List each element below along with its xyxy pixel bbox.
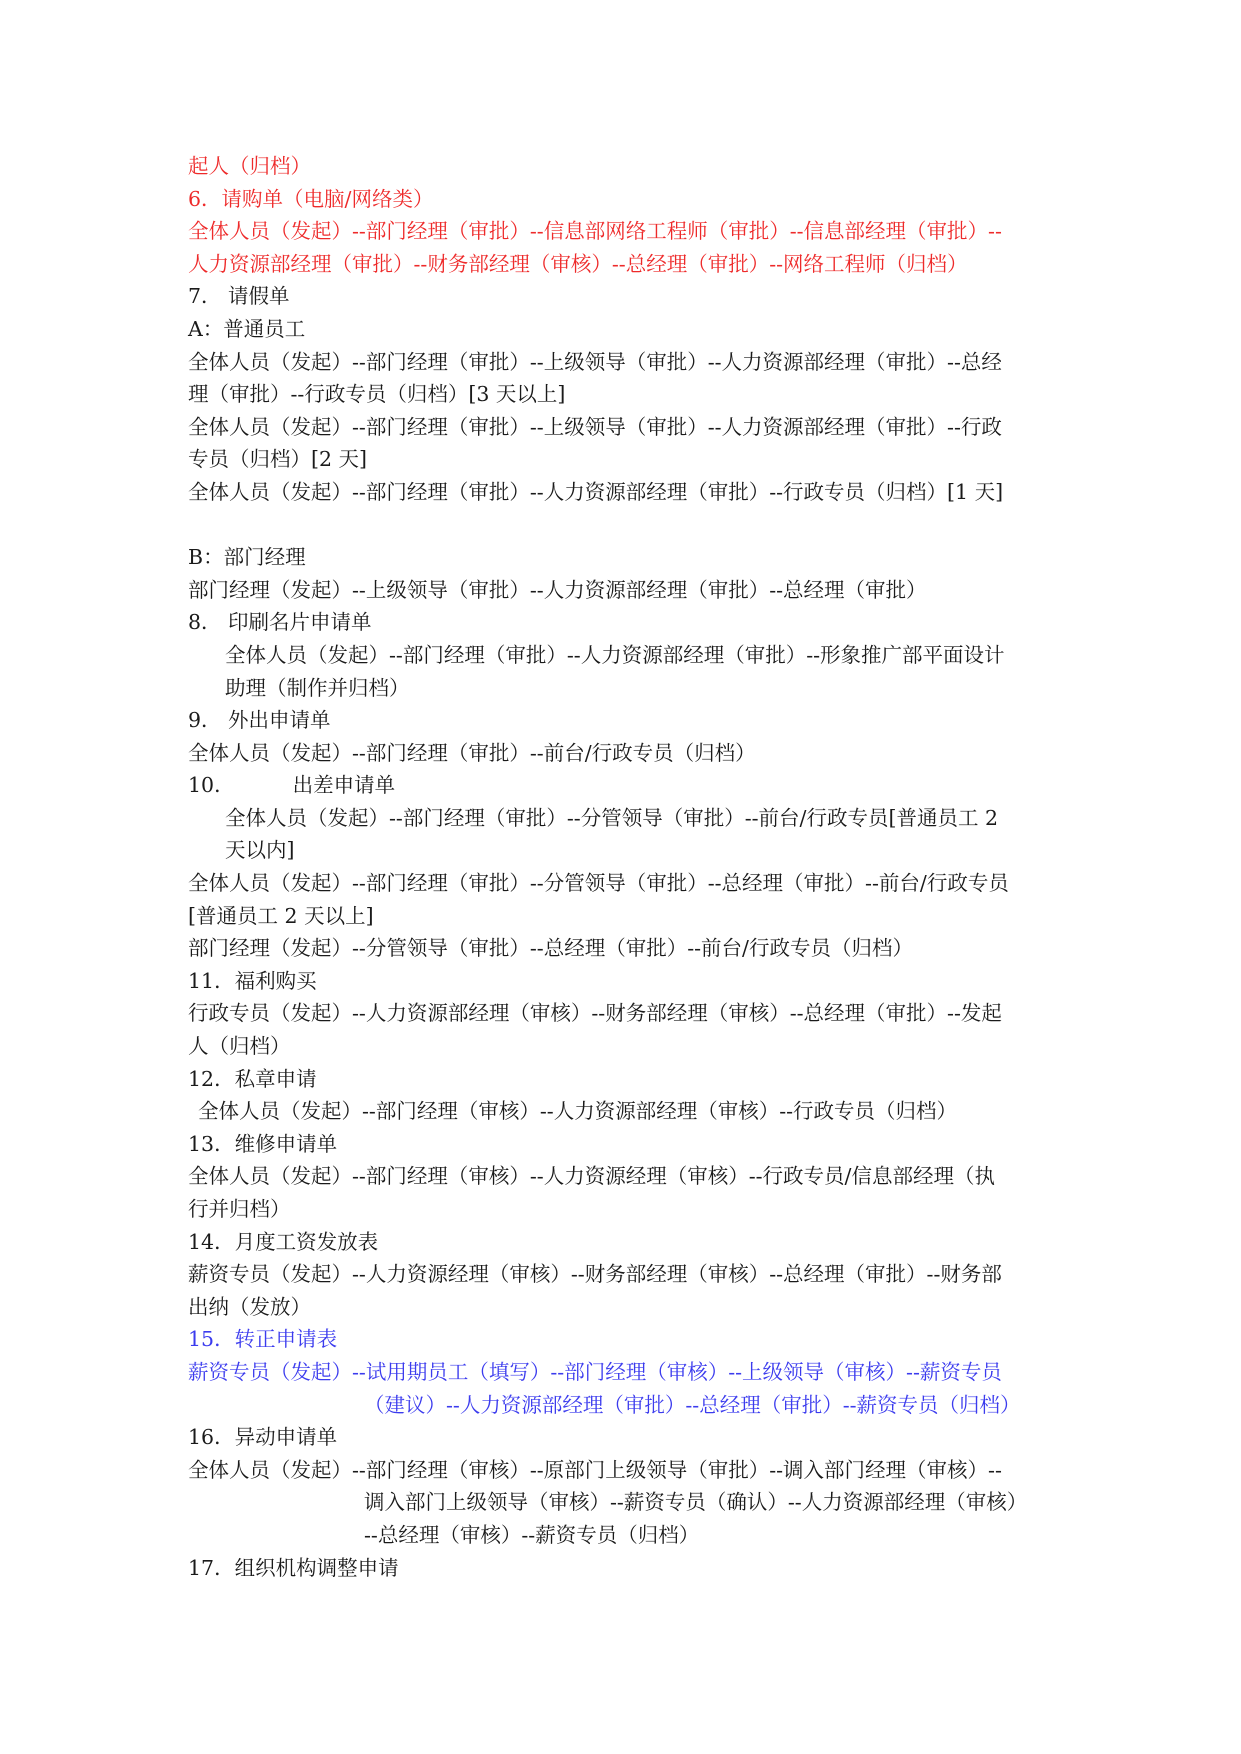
text-line: 全体人员（发起）--部门经理（审批）--人力资源部经理（审批）--形象推广部平面设计 — [225, 642, 1005, 667]
text-line: 全体人员（发起）--部门经理（审批）--分管领导（审批）--前台/行政专员[普通员工 2 — [225, 805, 999, 830]
subsection-heading-b: B：部门经理 — [188, 545, 306, 570]
section-heading-8: 8． 印刷名片申请单 — [188, 610, 372, 635]
text-line: 起人（归档） — [188, 154, 311, 178]
subsection-heading-a: A：普通员工 — [188, 316, 306, 341]
section-heading-17: 17．组织机构调整申请 — [188, 1555, 399, 1580]
section-heading-9: 9． 外出申请单 — [188, 708, 331, 733]
blank-line — [188, 509, 1058, 542]
text-line: 全体人员（发起）--部门经理（审批）--前台/行政专员（归档） — [188, 740, 756, 765]
text-line: [普通员工 2 天以上] — [188, 903, 374, 928]
document-page — [188, 150, 1058, 1584]
text-line: 全体人员（发起）--部门经理（审批）--分管领导（审批）--总经理（审批）--前台/行政专员 — [188, 871, 1009, 896]
text-line: 专员（归档）[2 天] — [188, 447, 368, 472]
text-line: 理（审批）--行政专员（归档）[3 天以上] — [188, 382, 566, 407]
text-line: 全体人员（发起）--部门经理（审批）--信息部网络工程师（审批）--信息部经理（审批）-- — [188, 219, 1002, 244]
section-title: 出差申请单 — [292, 773, 396, 798]
text-line: 全体人员（发起）--部门经理（审批）--人力资源部经理（审批）--行政专员（归档）[1 天] — [188, 479, 1004, 504]
section-heading-6: 6．请购单（电脑/网络类） — [188, 186, 434, 211]
text-line: 薪资专员（发起）--人力资源经理（审核）--财务部经理（审核）--总经理（审批）--财务部 — [188, 1262, 1002, 1287]
section-heading-13: 13．维修申请单 — [188, 1131, 338, 1156]
text-line: 部门经理（发起）--分管领导（审批）--总经理（审批）--前台/行政专员（归档） — [188, 936, 913, 961]
section-heading-12: 12．私章申请 — [188, 1066, 317, 1091]
text-line: 全体人员（发起）--部门经理（审核）--人力资源部经理（审核）--行政专员（归档） — [198, 1099, 958, 1124]
text-line: 人力资源部经理（审批）--财务部经理（审核）--总经理（审批）--网络工程师（归档） — [188, 251, 968, 276]
text-line: 调入部门上级领导（审核）--薪资专员（确认）--人力资源部经理（审核） — [364, 1490, 1028, 1515]
text-line: 行并归档） — [188, 1197, 291, 1221]
section-heading-7: 7． 请假单 — [188, 284, 290, 309]
text-line: 行政专员（发起）--人力资源部经理（审核）--财务部经理（审核）--总经理（审批）--发起 — [188, 1001, 1002, 1026]
text-line: --总经理（审核）--薪资专员（归档） — [364, 1522, 700, 1547]
text-line: 薪资专员（发起）--试用期员工（填写）--部门经理（审核）--上级领导（审核）--薪资专员 — [188, 1359, 1002, 1384]
text-line: 全体人员（发起）--部门经理（审批）--上级领导（审批）--人力资源部经理（审批）--总经 — [188, 349, 1002, 374]
section-heading-14: 14．月度工资发放表 — [188, 1229, 379, 1254]
section-number: 10． — [188, 773, 235, 798]
section-heading-10 — [188, 769, 1058, 802]
text-line: 全体人员（发起）--部门经理（审核）--原部门上级领导（审批）--调入部门经理（审核）-- — [188, 1457, 1002, 1482]
section-heading-16: 16．异动申请单 — [188, 1425, 338, 1450]
section-heading-15: 15．转正申请表 — [188, 1327, 338, 1352]
text-line: 全体人员（发起）--部门经理（审核）--人力资源经理（审核）--行政专员/信息部经理（执 — [188, 1164, 995, 1189]
text-line: 全体人员（发起）--部门经理（审批）--上级领导（审批）--人力资源部经理（审批）--行政 — [188, 414, 1002, 439]
text-line: 部门经理（发起）--上级领导（审批）--人力资源部经理（审批）--总经理（审批） — [188, 577, 927, 602]
text-line: 出纳（发放） — [188, 1294, 311, 1319]
text-line: 人（归档） — [188, 1034, 291, 1059]
text-line: 助理（制作并归档） — [225, 675, 410, 700]
text-line: （建议）--人力资源部经理（审批）--总经理（审批）--薪资专员（归档） — [364, 1392, 1021, 1417]
section-heading-11: 11．福利购买 — [188, 968, 317, 993]
text-line: 天以内] — [225, 838, 295, 863]
